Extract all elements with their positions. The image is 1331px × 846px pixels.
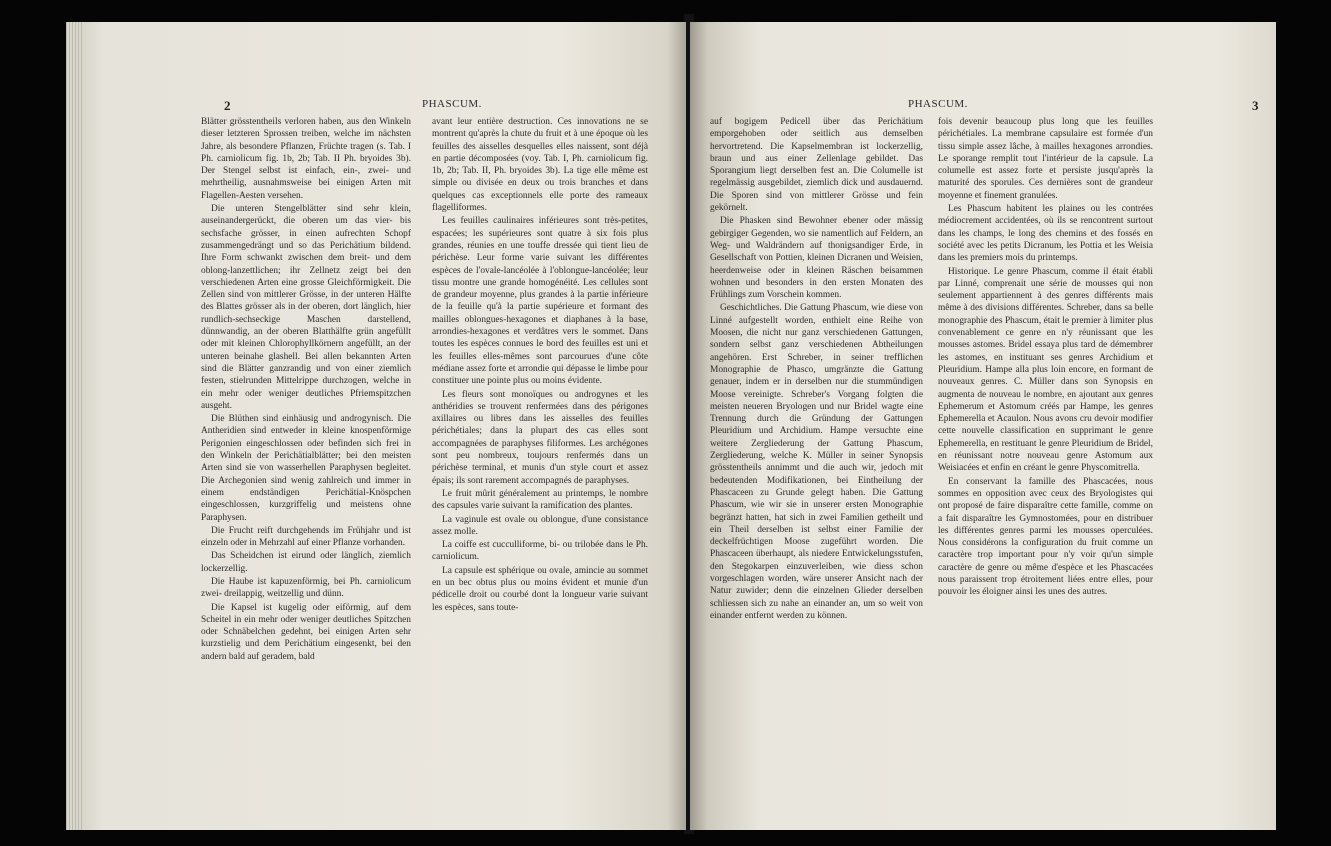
- left-page: [66, 22, 686, 830]
- paragraph: Die Frucht reift durchgehends im Frühjahr und ist einzeln oder in Mehrzahl auf einer Pflanze vorhanden.: [201, 525, 411, 549]
- right-page-number: 3: [1252, 98, 1259, 113]
- paragraph: Historique. Le genre Phascum, comme il était établi par Linné, comprenait une série de mousses qui non seulement appartiennent à des genres différents mais même à des divisions différentes. Schreber, dans sa belle monographie des Phascum, était le premier à limiter plus convenablement ce genre en n'y réunissant que les mousses astomes. Bridel essaya plus tard de démembrer les astomes, en instituant ses genres Archidium et Pleuridium. Hampe alla plus loin encore, en formant de nouveaux genres. C. Müller dans son Synopsis en augmenta de nouveau le nombre, en ajoutant aux genres Ephemerum et Astomum créés par Hampe, les genres Ephemerella et Acaulon. Nous avons cru devoir modifier cette nouvelle classification en supprimant le genre Ephemerella, en restituant le genre Pleuridium de Bridel, en réunissant notre nouveau genre Astomum aux Weisiacées et enfin en créant le genre Physcomitrella.: [938, 266, 1153, 474]
- left-page-number: 2: [224, 98, 231, 113]
- paragraph: Die Blüthen sind einhäusig und androgynisch. Die Antheridien sind entweder in kleine knospenförmige Perigonien eingeschlossen oder befinden sich frei in den Winkeln der Perichätialblätter; bei den meisten Arten sind sie von wasserhellen Paraphysen begleitet. Die Archegonien sind wenig zahlreich und immer in einem endständigen Perichätial-Knöspchen eingeschlossen, kurzgriffelig und meistens ohne Paraphysen.: [201, 414, 411, 523]
- paragraph: Les feuilles caulinaires inférieures sont très-petites, espacées; les supérieures sont quatre à six fois plus grandes, réunies en une touffe dressée qui tient lieu de périchèse. Leur forme varie suivant les différentes espèces de l'ovale-lancéolée à l'oblongue-lancéolée; leur tissu montre une grande homogénéité. Les cellules sont de grandeur moyenne, plus grandes à la partie inférieure de la feuille qu'à la partie supérieure et formant des mailles oblongues-hexagones et diaphanes à la base, arrondies-hexagones et verdâtres vers le sommet. Dans toutes les espèces connues le bord des feuilles est uni et les feuilles elles-mêmes sont parcourues d'une côte médiane assez forte et arrondie qui dépasse le limbe pour constituer une pointe plus ou moins évidente.: [432, 216, 648, 387]
- paragraph: Das Scheidchen ist eirund oder länglich, ziemlich lockerzellig.: [201, 551, 411, 574]
- paragraph: La vaginule est ovale ou oblongue, d'une consistance assez molle.: [432, 514, 648, 537]
- left-french-column: [432, 116, 648, 615]
- paragraph: Geschichtliches. Die Gattung Phascum, wie diese von Linné aufgestellt worden, enthielt eine Reihe von Moosen, die nicht nur ganz verschiedenen Gattungen, sondern selbst ganz verschiedenen Abtheilungen angehören. Erst Schreber, in seiner trefflichen Monographie de Phasco, umgränzte die Gattung genauer, indem er in derselben nur die stummündigen Moose vereinigte. Schreber's Vorgang folgten die meisten neueren Bryologen und nur Bridel wagte eine Trennung durch die Gründung der Gattungen Pleuridium und Archidium. Hampe versuchte eine weitere Zergliederung der Gattung Phascum, Zergliederung, welche K. Müller in seiner Synopsis grösstentheils annimmt und die auch wir, jedoch mit bedeutenden Modifikationen, bei Eintheilung der Phascaceen zu Grunde gelegt haben. Die Gattung Phascum, wie wir sie in unserer ersten Monographie begränzt hatten, hat sich in zwei Familien getheilt und ein Theil derselben ist selbst einer Familie der deckelfrüchtigen Moose zugeführt worden. Die Phascaceen überhaupt, als niedere Entwickelungsstufen, den Stegokarpen einzuverleiben, wie diess schon vorgeschlagen worden, wäre unserer Ansicht nach der Natur zuwider; denn die einzelnen Glieder derselben schliessen sich zu nahe an einander an, um so weit von einander entfernt werden zu können.: [710, 303, 923, 621]
- right-german-column: [710, 116, 923, 623]
- paragraph: En conservant la famille des Phascacées, nous sommes en opposition avec ceux des Bryologistes qui ont proposé de faire disparaître cette famille, comme on a fait disparaître les Gymnostomées, pour en distribuer les différentes genres parmi les mousses operculées. Nous considérons la configuration du fruit comme un caractère trop important pour n'y voir qu'un simple caractère de genre ou même d'espèce et les Phascacées nous paraissent trop étroitement liées entre elles, pour pouvoir les éloigner ainsi les unes des autres.: [938, 476, 1153, 598]
- paragraph: auf bogigem Pedicell über das Perichätium emporgehoben oder seitlich aus demselben hervortretend. Die Kapselmembran ist lockerzellig, braun und aus einer Zellenlage gebildet. Das Sporangium liegt derselben fest an. Die Columelle ist regelmässig ausgebildet, ziemlich dick und ausdauernd. Die Sporen sind von mittlerer Grösse und fein gekörnelt.: [710, 117, 923, 214]
- right-running-head: PHASCUM.: [908, 98, 968, 110]
- paragraph: La coiffe est cucculliforme, bi- ou trilobée dans le Ph. carniolicum.: [432, 540, 648, 563]
- paragraph: Die unteren Stengelblätter sind sehr klein, auseinandergerückt, die oberen um das vier- bis sechsfache grösser, in einen aufrechten Schopf zusammengedrängt und so das Perichätium bildend. Ihre Form schwankt zwischen dem breit- und dem oblong-lanzettlichen; ihr Zellnetz zeigt bei den verschiedenen Arten eine grosse Gleichförmigkeit. Die Zellen sind von mittlerer Grösse, in der unteren Hälfte des Blattes grösser als in der oberen, dort länglich, hier rundlich-sechseckige Maschen darstellend, dünnwandig, an der oberen Blatthälfte grün angefüllt oder mit kleinen Chlorophyllkörnern angefüllt, an der unteren beinahe glashell. Bei allen bekannten Arten sind die Blätter ganzrandig und von einer ziemlich festen, stielrunden Mittelrippe durchzogen, welche in ein mehr oder weniger deutliches Pfriemspitzchen ausgeht.: [201, 204, 411, 411]
- paragraph: Le fruit mûrit généralement au printemps, le nombre des capsules varie suivant la ramification des plantes.: [432, 488, 648, 512]
- paragraph: Die Phasken sind Bewohner ebener oder mässig gebirgiger Gegenden, wo sie namentlich auf Feldern, an Weg- und Waldrändern auf thonigsandiger Erde, in Gesellschaft von Pottien, kleinen Dicranen und Weisien, heerdenweise oder in kleinen Räschen beisammen wohnen und besonders in den ersten Monaten des Frühlings zum Vorschein kommen.: [710, 216, 923, 301]
- paragraph: La capsule est sphérique ou ovale, amincie au sommet en un bec obtus plus ou moins évident et munie d'un pédicelle droit ou courbé dont la longueur varie suivant les espèces, sans toute-: [432, 565, 648, 613]
- paragraph: Die Kapsel ist kugelig oder eiförmig, auf dem Scheitel in ein mehr oder weniger deutliches Spitzchen oder Schnäbelchen gedehnt, bei einigen Arten sehr kurzstielig und dem Perichätium eingesenkt, bei den andern bald auf geradem, bald: [201, 602, 411, 662]
- paragraph: fois devenir beaucoup plus long que les feuilles périchétiales. La membrane capsulaire est formée d'un tissu simple assez lâche, à mailles hexagones arrondies. Le sporange remplit tout l'intérieur de la capsule. La columelle est assez forte et persiste jusqu'après la maturité des sporules. Ces dernières sont de grandeur moyenne et finement granulées.: [938, 117, 1153, 201]
- paragraph: Blätter grösstentheils verloren haben, aus den Winkeln dieser letzteren Sprossen treiben, welche im nächsten Jahre, als besondere Pflanzen, Früchte tragen (s. Tab. I Ph. carniolicum fig. 1b, 2b; Tab. II Ph. bryoides 3b). Der Stengel selbst ist einfach, ein-, zwei- und mehrtheilig, ausnahmsweise bei einigen Arten mit Flagellen-Aesten versehen.: [201, 117, 411, 201]
- paragraph: Les fleurs sont monoïques ou androgynes et les anthéridies se trouvent renfermées dans des périgones axillaires ou libres dans les aisselles des feuilles périchétiales; dans la plupart des cas elles sont accompagnées de paraphyses filiformes. Les archégones sont peu nombreux, toujours renfermés dans un périchèse terminal, et munis d'un style court et assez épais; ils sont rarement accompagnés de paraphyses.: [432, 389, 648, 486]
- paragraph: Les Phascum habitent les plaines ou les contrées médiocrement accidentées, où ils se rencontrent surtout dans les champs, le long des chemins et des fossés en société avec les petits Dicranum, les Pottia et les Weisia dans les premiers mois du printemps.: [938, 204, 1153, 264]
- paragraph: Die Haube ist kapuzenförmig, bei Ph. carniolicum zwei- dreilappig, weitzellig und dünn.: [201, 576, 411, 600]
- right-french-column: [938, 116, 1153, 600]
- left-german-column: [201, 116, 411, 664]
- right-page: [690, 22, 1276, 830]
- page-edges: [66, 22, 84, 830]
- paragraph: avant leur entière destruction. Ces innovations ne se montrent qu'après la chute du fruit et à une époque où les feuilles des aisselles desquelles elles naissent, sont déjà en partie décomposées (voy. Tab. I, Ph. carniolicum fig. 1b, 2b; Tab. II, Ph. bryoides 3b). La tige elle même est simple ou divisée en deux ou trois branches et dans quelques cas exceptionnels elle porte des rameaux flagelliformes.: [432, 117, 648, 214]
- left-running-head: PHASCUM.: [422, 98, 482, 110]
